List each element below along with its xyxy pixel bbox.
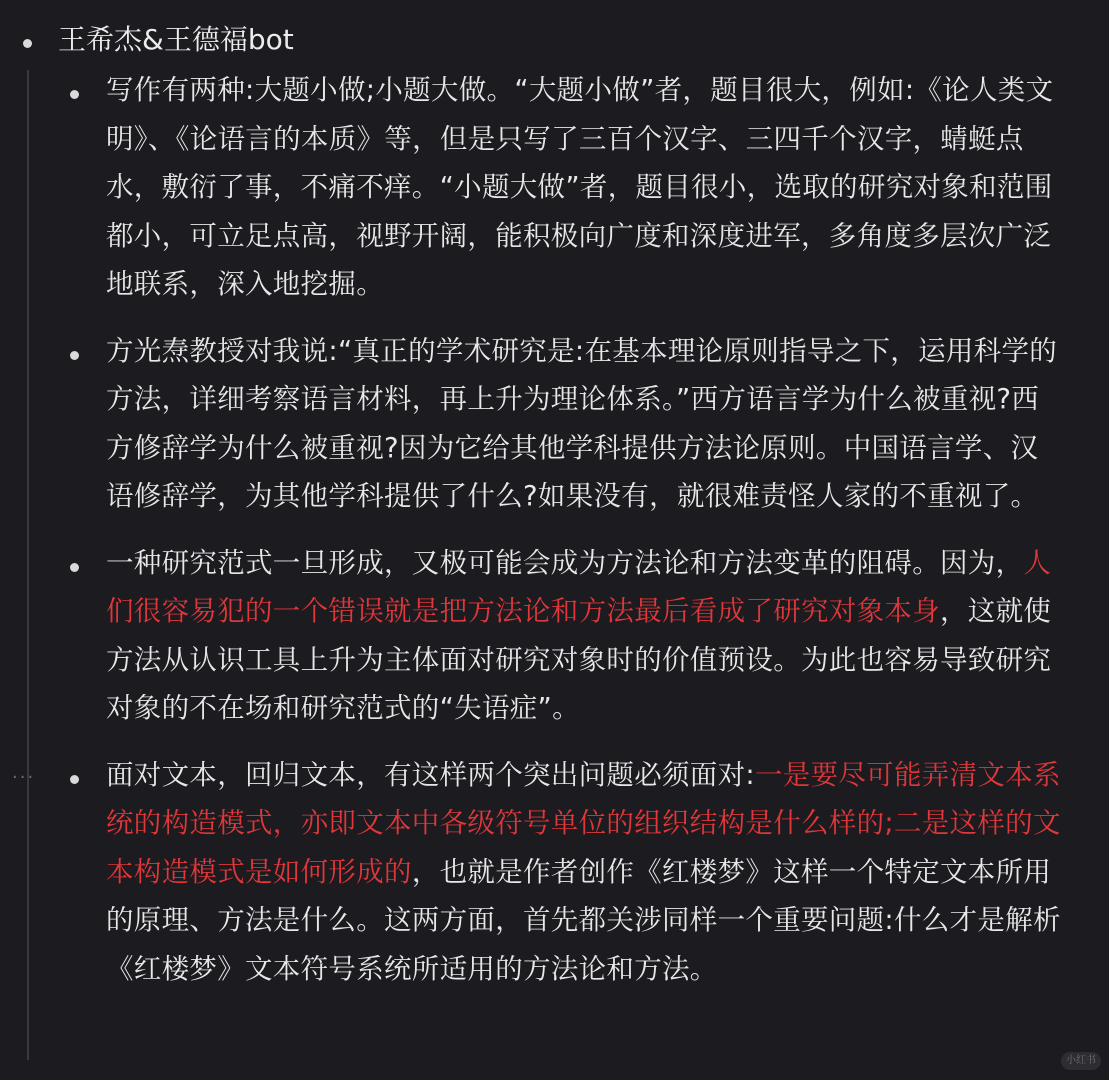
- highlighted-text: 人们很容易犯的一个错误就是把方法论和方法最后看成了研究对象本身: [106, 546, 1052, 627]
- more-options-icon[interactable]: ···: [12, 766, 36, 788]
- outline-item-text[interactable]: [106, 751, 1066, 994]
- outline-item-3[interactable]: [0, 539, 1109, 733]
- outline-item-text[interactable]: [106, 327, 1066, 521]
- body-text: ，也就是作者创作《红楼梦》这样一个特定文本所用的原理、方法是什么。这两方面，首先都关涉同样一个重要问题:什么才是解析《红楼梦》文本符号系统所适用的方法论和方法。: [106, 855, 1061, 985]
- body-text: 方光焘教授对我说:“真正的学术研究是:在基本理论原则指导之下，运用科学的方法，详细考察语言材料，再上升为理论体系。”西方语言学为什么被重视?西方修辞学为什么被重视?因为它给其他学科提供方法论原则。中国语言学、汉语修辞学，为其他学科提供了什么?如果没有，就很难责怪人家的不重视了。: [106, 334, 1058, 512]
- outline-item-2[interactable]: [0, 327, 1109, 521]
- root-item-title[interactable]: 王希杰&王德福bot: [58, 23, 294, 56]
- bullet-icon[interactable]: [70, 90, 79, 99]
- body-text: 面对文本，回归文本，有这样两个突出问题必须面对:: [106, 758, 755, 791]
- bullet-icon[interactable]: [70, 351, 79, 360]
- child-items-list: [0, 66, 1109, 993]
- body-text: ，这就使方法从认识工具上升为主体面对研究对象时的价值预设。为此也容易导致研究对象的不在场和研究范式的“失语症”。: [106, 595, 1052, 724]
- bullet-icon[interactable]: [70, 775, 79, 784]
- body-text: 一种研究范式一旦形成，又极可能会成为方法论和方法变革的阻碍。因为，: [106, 546, 1024, 579]
- watermark-logo: 小红书: [1061, 1052, 1101, 1070]
- outline-item-4[interactable]: [0, 751, 1109, 994]
- body-text: 写作有两种:大题小做;小题大做。“大题小做”者，题目很大，例如:《论人类文明》、《论语言的本质》等，但是只写了三百个汉字、三四千个汉字，蜻蜓点水，敷衍了事，不痛不痒。“小题大做”者，题目很小，选取的研究对象和范围都小，可立足点高，视野开阔，能积极向广度和深度进军，多角度多层次广泛地联系，深入地挖掘。: [106, 74, 1054, 300]
- outline-item-1[interactable]: [0, 66, 1109, 309]
- highlighted-text: 一是要尽可能弄清文本系统的构造模式，亦即文本中各级符号单位的组织结构是什么样的;二是这样的文本构造模式是如何形成的: [106, 758, 1061, 888]
- bullet-icon[interactable]: [70, 563, 79, 572]
- root-bullet-icon[interactable]: [23, 39, 32, 48]
- outline-item-text[interactable]: [106, 66, 1066, 309]
- outline-item-text[interactable]: [106, 539, 1066, 733]
